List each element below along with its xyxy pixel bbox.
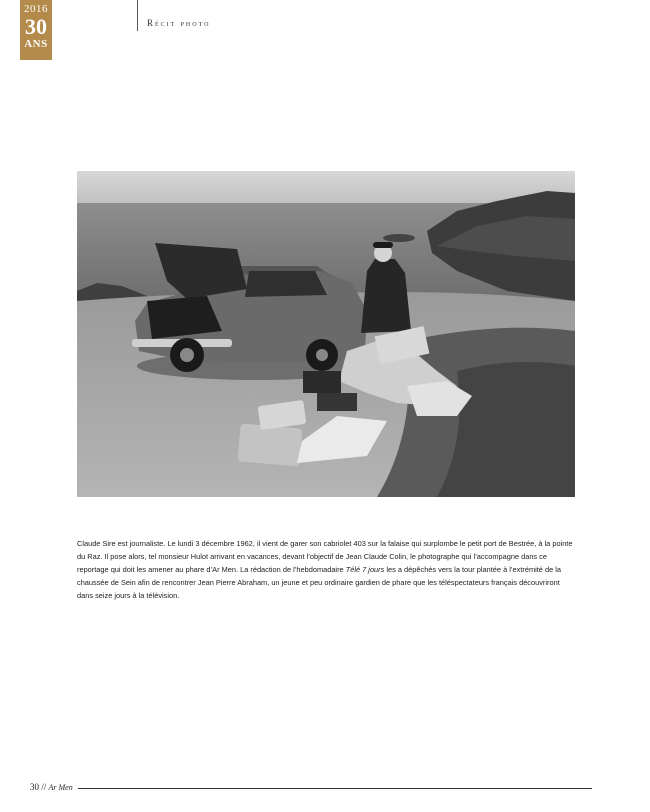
header-divider	[137, 0, 138, 31]
photo-illustration	[77, 171, 575, 497]
caption-paragraph	[77, 537, 575, 602]
folio	[30, 781, 73, 794]
suitcase-left	[237, 423, 302, 466]
section-label-text: Récit photo	[147, 18, 211, 28]
caption-magazine: Télé 7 jours	[345, 565, 385, 574]
caption-part-1: Claude Sire est journaliste. Le lundi 3 décembre 1962, il vient de garer son cabriolet 403 sur la falaise qui surplombe le petit port de Bestrée, à la pointe du Raz. Il pose alors, tel monsieur Hulot arrivant en vacances, devant l’objectif de Jean Claude Colin, le photographe qui l’accompagne dans ce reportage qui doit les amener au phare d’Ar Men. La rédaction de l’hebdomadaire	[77, 539, 573, 574]
car-window	[245, 271, 327, 297]
dark-box	[317, 393, 357, 411]
badge-unit: ANS	[24, 38, 48, 50]
footer-rule	[78, 788, 592, 789]
folio-separator: //	[39, 782, 49, 792]
page-number: 30	[30, 782, 39, 792]
section-label	[147, 18, 210, 28]
page-footer	[30, 781, 592, 793]
photo-caption	[77, 537, 575, 602]
anniversary-badge	[20, 0, 52, 60]
badge-year: 2016	[24, 3, 48, 15]
footer-brand: Ar Men	[48, 783, 73, 792]
badge-number: 30	[25, 14, 47, 39]
caption-part-2: les a dépêchés vers la tour plantée à l’extrémité de la chaussée de Sein afin de rencontrer Jean Pierre Abraham, un jeune et peu ordinaire gardien de phare que les téléspectateurs français découvriront dans seize jours à la télévision.	[77, 565, 561, 600]
main-photo	[77, 171, 575, 497]
dark-bag	[303, 371, 341, 393]
rock-islet	[383, 234, 415, 242]
man-cap	[373, 242, 393, 248]
